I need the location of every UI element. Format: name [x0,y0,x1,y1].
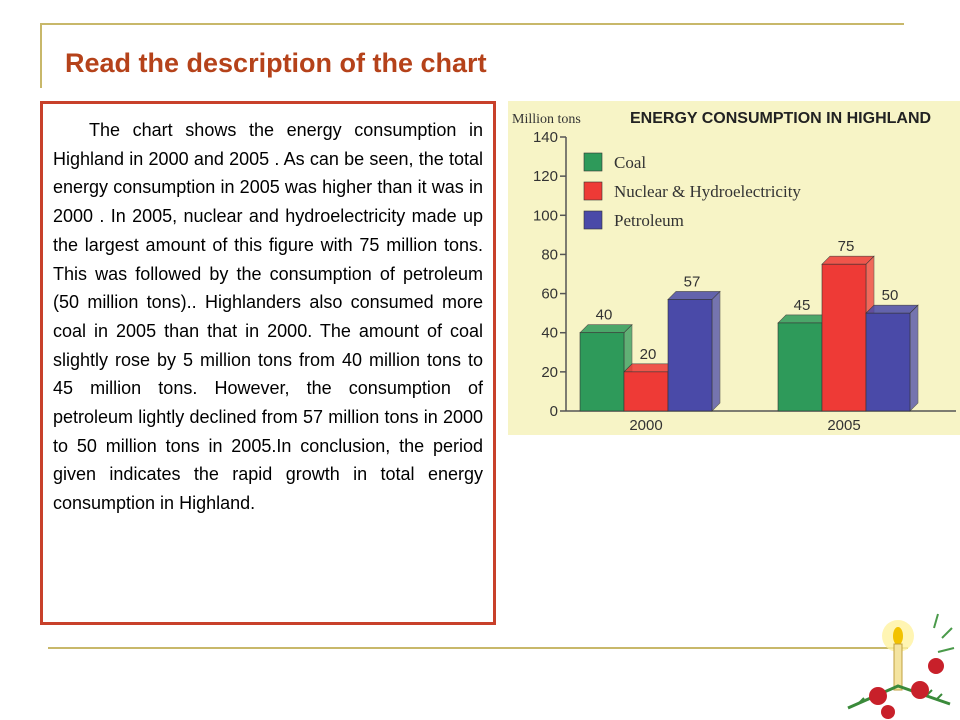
y-tick-label: 100 [532,207,558,225]
legend-swatch [584,182,602,200]
legend-swatch [584,153,602,171]
bar [580,333,624,411]
y-tick-label: 80 [541,246,558,264]
chart-panel [508,101,960,435]
bar-top [822,256,874,264]
slide-title: Read the description of the chart [65,48,487,78]
legend-label: Petroleum [614,211,684,230]
y-tick-label: 140 [532,129,558,146]
legend-label: Coal [614,153,647,172]
y-axis-label: Million tons [512,112,581,127]
y-tick-label: 40 [541,324,558,342]
bar-data-label: 50 [881,287,899,305]
y-tick-label: 20 [541,363,558,381]
bar [778,323,822,411]
x-tick-label: 2005 [827,417,861,434]
description-box [40,101,496,625]
bar [822,264,866,411]
chart-title: ENERGY CONSUMPTION IN HIGHLAND [630,110,932,127]
bar-top [866,305,918,313]
bar [866,313,910,411]
bar-data-label: 57 [683,273,701,291]
legend-label: Nuclear & Hydroelectricity [614,182,801,201]
bar-side [910,305,918,411]
bottom-rule [48,647,908,649]
y-tick-label: 120 [532,168,558,186]
bar-data-label: 75 [837,238,855,256]
bar [668,299,712,411]
y-tick-label: 60 [541,285,558,303]
x-tick-label: 2000 [629,417,663,434]
christmas-candle-icon [838,608,960,720]
bar-data-label: 40 [595,306,613,324]
top-rule [40,23,904,25]
bar-data-label: 20 [639,345,657,363]
legend-swatch [584,211,602,229]
description-text: The chart shows the energy consumption in Highland in 2000 and 2005 . As can be seen, the total energy consumption in 2005 was higher than it was in 2000 . In 2005, nuclear and hydroelectricity made up the largest amount of this figure with 75 million tons. This was followed by the consumption of petroleum (50 million tons).. Highlanders also consumed more coal in 2005 than that in 2000. The amount of coal slightly rose by 5 million tons from 40 million tons to 45 million tons. However, the consumption of petroleum lightly declined from 57 million tons in 2000 to 50 million tons in 2005.In conclusion, the period given indicates the rapid growth in total energy consumption in Highland. [53,120,483,514]
bar-side [712,291,720,411]
left-rule [40,24,42,88]
bar-top [580,325,632,333]
bar-data-label: 45 [793,296,811,314]
bar [624,372,668,411]
bar-top [668,291,720,299]
y-tick-label: 0 [549,403,558,420]
bar-chart [508,101,960,435]
